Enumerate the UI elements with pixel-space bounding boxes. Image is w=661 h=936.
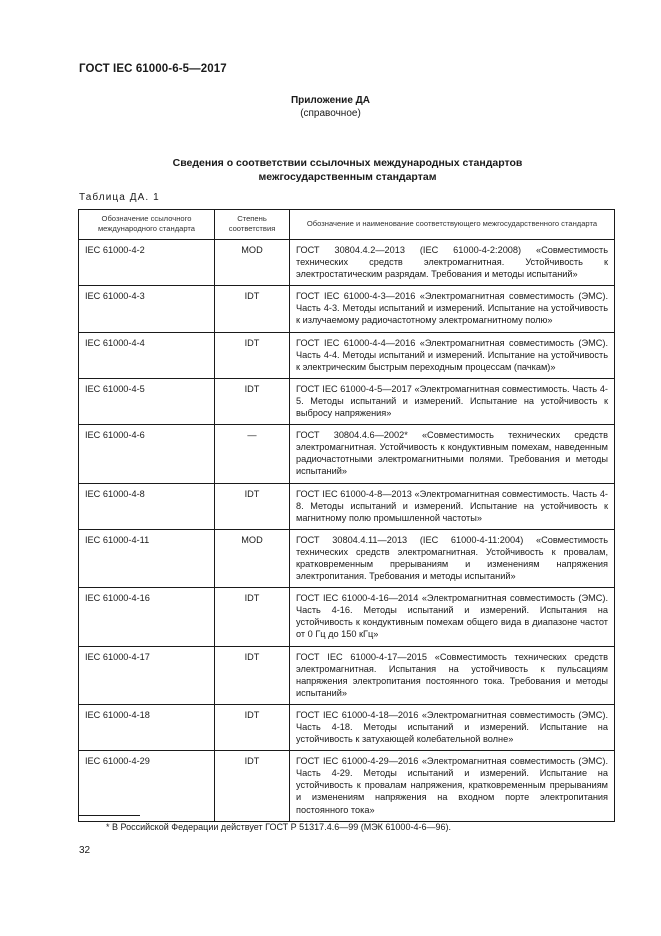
section-title xyxy=(79,156,616,184)
section-title-line-1: Сведения о соответствии ссылочных международных стандартов xyxy=(172,157,523,169)
table-row xyxy=(79,483,615,529)
cell-degree: IDT xyxy=(215,588,290,646)
cell-description: ГОСТ IEC 61000-4-29—2016 «Электромагнитная совместимость (ЭМС). Часть 4-29. Методы испытаний и измерений. Испытание на устойчивость к провалам напряжения, кратковременным прерываниям и изменениям напряжения на входном порте электропитания постоянного тока» xyxy=(290,751,615,821)
section-title-line-2: межгосударственным стандартам xyxy=(258,171,437,183)
footnote-divider xyxy=(79,815,140,816)
footnote: * В Российской Федерации действует ГОСТ Р 51317.4.6—99 (МЭК 61000-4-6—96). xyxy=(106,822,451,832)
cell-description: ГОСТ 30804.4.11—2013 (IEC 61000-4-11:2004) «Совместимость технических средств электромагнитная. Устойчивость к провалам, кратковременным прерываниям и изменениям напряжения электропитания. Требования и методы испытаний» xyxy=(290,529,615,587)
cell-degree: IDT xyxy=(215,332,290,378)
table-row xyxy=(79,529,615,587)
table-row xyxy=(79,704,615,750)
cell-description: ГОСТ IEC 61000-4-16—2014 «Электромагнитная совместимость (ЭМС). Часть 4-16. Методы испытаний и измерений. Испытания на устойчивость к кондуктивным помехам общего вида в диапазоне частот от 0 Гц до 150 кГц» xyxy=(290,588,615,646)
header-interstate-standard: Обозначение и наименование соответствующего межгосударственного стандарта xyxy=(290,210,615,240)
cell-degree: — xyxy=(215,425,290,483)
cell-description: ГОСТ IEC 61000-4-8—2013 «Электромагнитная совместимость. Часть 4-8. Методы испытаний и измерений. Испытание на устойчивость к магнитному полю промышленной частоты» xyxy=(290,483,615,529)
cell-standard: IEC 61000-4-17 xyxy=(79,646,215,704)
cell-description: ГОСТ IEC 61000-4-5—2017 «Электромагнитная совместимость. Часть 4-5. Методы испытаний и измерений. Испытание на устойчивость к выбросу напряжения» xyxy=(290,378,615,424)
cell-description: ГОСТ IEC 61000-4-3—2016 «Электромагнитная совместимость (ЭМС). Часть 4-3. Методы испытаний и измерений. Испытание на устойчивость к излучаемому радиочастотному электромагнитному полю» xyxy=(290,286,615,332)
table-label: Таблица ДА. 1 xyxy=(79,192,160,203)
page-number: 32 xyxy=(79,845,91,856)
cell-standard: IEC 61000-4-2 xyxy=(79,240,215,286)
cell-degree: MOD xyxy=(215,240,290,286)
table-row xyxy=(79,332,615,378)
cell-description: ГОСТ 30804.4.2—2013 (IEC 61000-4-2:2008) «Совместимость технических средств электромагнитная. Устойчивость к электростатическим разрядам. Требования и методы испытаний» xyxy=(290,240,615,286)
cell-standard: IEC 61000-4-29 xyxy=(79,751,215,821)
cell-degree: IDT xyxy=(215,751,290,821)
table-row xyxy=(79,425,615,483)
cell-standard: IEC 61000-4-4 xyxy=(79,332,215,378)
table-row xyxy=(79,286,615,332)
table-header-row xyxy=(79,210,615,240)
cell-standard: IEC 61000-4-8 xyxy=(79,483,215,529)
cell-degree: IDT xyxy=(215,378,290,424)
table-row xyxy=(79,378,615,424)
cell-description: ГОСТ IEC 61000-4-17—2015 «Совместимость технических средств электромагнитная. Испытания на устойчивость к пульсациям напряжения электропитания постоянного тока. Требования и методы испытаний» xyxy=(290,646,615,704)
cell-standard: IEC 61000-4-3 xyxy=(79,286,215,332)
cell-standard: IEC 61000-4-18 xyxy=(79,704,215,750)
table-row xyxy=(79,646,615,704)
document-code: ГОСТ IEC 61000-6-5—2017 xyxy=(79,63,227,75)
cell-degree: IDT xyxy=(215,286,290,332)
cell-standard: IEC 61000-4-16 xyxy=(79,588,215,646)
cell-description: ГОСТ 30804.4.6—2002* «Совместимость технических средств электромагнитная. Устойчивость к кондуктивным помехам, наведенным радиочастотными электромагнитными полями. Требования и методы испытаний» xyxy=(290,425,615,483)
header-international-standard: Обозначение ссылочного международного стандарта xyxy=(79,210,215,240)
standards-correspondence-table xyxy=(78,209,615,822)
cell-degree: MOD xyxy=(215,529,290,587)
cell-standard: IEC 61000-4-5 xyxy=(79,378,215,424)
cell-standard: IEC 61000-4-11 xyxy=(79,529,215,587)
header-degree-of-correspondence: Степень соответствия xyxy=(215,210,290,240)
cell-degree: IDT xyxy=(215,704,290,750)
cell-description: ГОСТ IEC 61000-4-18—2016 «Электромагнитная совместимость (ЭМС). Часть 4-18. Методы испытаний и измерений. Испытание на устойчивость к затухающей колебательной волне» xyxy=(290,704,615,750)
table-row xyxy=(79,588,615,646)
cell-description: ГОСТ IEC 61000-4-4—2016 «Электромагнитная совместимость (ЭМС). Часть 4-4. Методы испытаний и измерений. Испытание на устойчивость к электрическим быстрым переходным процессам (пачкам)» xyxy=(290,332,615,378)
table-row xyxy=(79,751,615,821)
appendix-heading xyxy=(0,94,661,120)
appendix-title: Приложение ДА xyxy=(290,95,371,106)
cell-degree: IDT xyxy=(215,483,290,529)
cell-degree: IDT xyxy=(215,646,290,704)
cell-standard: IEC 61000-4-6 xyxy=(79,425,215,483)
table-row xyxy=(79,240,615,286)
appendix-note: (справочное) xyxy=(300,108,361,119)
